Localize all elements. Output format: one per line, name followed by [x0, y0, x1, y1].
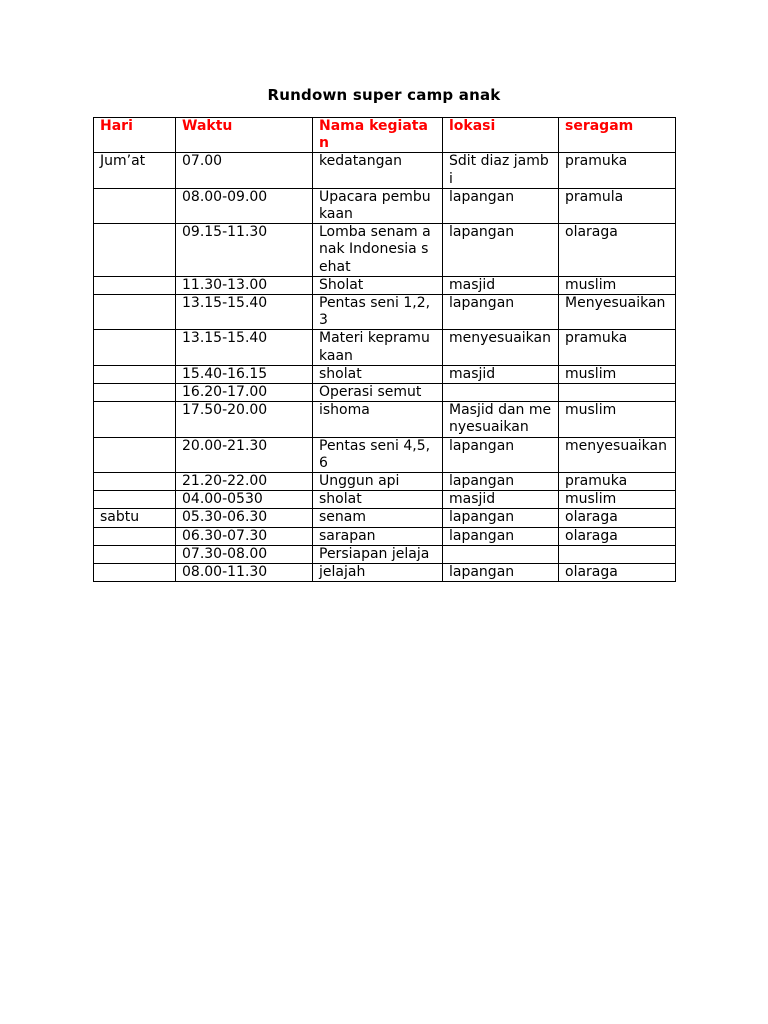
cell-hari [94, 564, 176, 582]
table-row [94, 402, 676, 437]
table-row [94, 509, 676, 527]
cell-waktu: 07.00 [176, 153, 313, 188]
cell-hari: Jum’at [94, 153, 176, 188]
cell-hari [94, 545, 176, 563]
header-waktu: Waktu [176, 118, 313, 153]
cell-hari [94, 330, 176, 365]
cell-waktu: 20.00-21.30 [176, 437, 313, 472]
table-row [94, 473, 676, 491]
cell-waktu: 13.15-15.40 [176, 330, 313, 365]
cell-seragam: pramuka [559, 153, 676, 188]
cell-kegiatan: sholat [313, 365, 443, 383]
cell-kegiatan: Pentas seni 1,2,3 [313, 295, 443, 330]
cell-waktu: 06.30-07.30 [176, 527, 313, 545]
cell-lokasi: lapangan [443, 224, 559, 277]
cell-hari [94, 527, 176, 545]
cell-seragam: olaraga [559, 509, 676, 527]
cell-lokasi: Masjid dan menyesuaikan [443, 402, 559, 437]
table-row [94, 527, 676, 545]
cell-lokasi [443, 545, 559, 563]
header-hari: Hari [94, 118, 176, 153]
cell-hari [94, 491, 176, 509]
cell-seragam [559, 384, 676, 402]
cell-waktu: 21.20-22.00 [176, 473, 313, 491]
table-row [94, 384, 676, 402]
cell-lokasi: lapangan [443, 437, 559, 472]
cell-seragam: muslim [559, 276, 676, 294]
table-row [94, 545, 676, 563]
cell-lokasi: lapangan [443, 295, 559, 330]
header-nama-kegiatan: Nama kegiatan [313, 118, 443, 153]
cell-waktu: 07.30-08.00 [176, 545, 313, 563]
cell-kegiatan: ishoma [313, 402, 443, 437]
cell-seragam [559, 545, 676, 563]
cell-kegiatan: sarapan [313, 527, 443, 545]
cell-lokasi [443, 384, 559, 402]
cell-waktu: 15.40-16.15 [176, 365, 313, 383]
table-row [94, 295, 676, 330]
cell-kegiatan: Pentas seni 4,5,6 [313, 437, 443, 472]
cell-seragam: pramuka [559, 473, 676, 491]
cell-lokasi: lapangan [443, 509, 559, 527]
cell-lokasi: masjid [443, 491, 559, 509]
cell-hari [94, 295, 176, 330]
cell-waktu: 04.00-0530 [176, 491, 313, 509]
table-row [94, 153, 676, 188]
cell-waktu: 08.00-09.00 [176, 188, 313, 223]
cell-kegiatan: Lomba senam anak Indonesia sehat [313, 224, 443, 277]
cell-kegiatan: Persiapan jelaja [313, 545, 443, 563]
cell-seragam: muslim [559, 491, 676, 509]
cell-kegiatan: senam [313, 509, 443, 527]
cell-seragam: muslim [559, 402, 676, 437]
cell-lokasi: lapangan [443, 564, 559, 582]
cell-hari [94, 473, 176, 491]
cell-seragam: olaraga [559, 224, 676, 277]
cell-lokasi: lapangan [443, 473, 559, 491]
table-row [94, 188, 676, 223]
cell-kegiatan: Sholat [313, 276, 443, 294]
cell-hari [94, 365, 176, 383]
cell-kegiatan: Upacara pembukaan [313, 188, 443, 223]
cell-waktu: 05.30-06.30 [176, 509, 313, 527]
cell-seragam: olaraga [559, 527, 676, 545]
cell-waktu: 09.15-11.30 [176, 224, 313, 277]
cell-hari [94, 276, 176, 294]
table-header-row [94, 118, 676, 153]
cell-kegiatan: Operasi semut [313, 384, 443, 402]
table-row [94, 224, 676, 277]
cell-waktu: 13.15-15.40 [176, 295, 313, 330]
cell-seragam: muslim [559, 365, 676, 383]
cell-hari [94, 188, 176, 223]
cell-lokasi: Sdit diaz jambi [443, 153, 559, 188]
cell-hari [94, 224, 176, 277]
cell-kegiatan: kedatangan [313, 153, 443, 188]
cell-waktu: 16.20-17.00 [176, 384, 313, 402]
cell-lokasi: lapangan [443, 527, 559, 545]
table-row [94, 365, 676, 383]
cell-lokasi: lapangan [443, 188, 559, 223]
header-seragam: seragam [559, 118, 676, 153]
table-row [94, 491, 676, 509]
table-row [94, 330, 676, 365]
cell-hari [94, 384, 176, 402]
table-row [94, 276, 676, 294]
cell-lokasi: masjid [443, 276, 559, 294]
cell-seragam: menyesuaikan [559, 437, 676, 472]
cell-kegiatan: sholat [313, 491, 443, 509]
cell-waktu: 17.50-20.00 [176, 402, 313, 437]
cell-kegiatan: Materi kepramukaan [313, 330, 443, 365]
cell-seragam: olaraga [559, 564, 676, 582]
cell-seragam: pramuka [559, 330, 676, 365]
cell-waktu: 11.30-13.00 [176, 276, 313, 294]
header-lokasi: lokasi [443, 118, 559, 153]
cell-lokasi: menyesuaikan [443, 330, 559, 365]
cell-hari [94, 437, 176, 472]
cell-seragam: Menyesuaikan [559, 295, 676, 330]
cell-seragam: pramula [559, 188, 676, 223]
cell-waktu: 08.00-11.30 [176, 564, 313, 582]
rundown-table [93, 117, 676, 582]
table-row [94, 564, 676, 582]
table-row [94, 437, 676, 472]
cell-kegiatan: Unggun api [313, 473, 443, 491]
cell-hari: sabtu [94, 509, 176, 527]
cell-kegiatan: jelajah [313, 564, 443, 582]
document-title: Rundown super camp anak [267, 86, 501, 104]
cell-lokasi: masjid [443, 365, 559, 383]
cell-hari [94, 402, 176, 437]
